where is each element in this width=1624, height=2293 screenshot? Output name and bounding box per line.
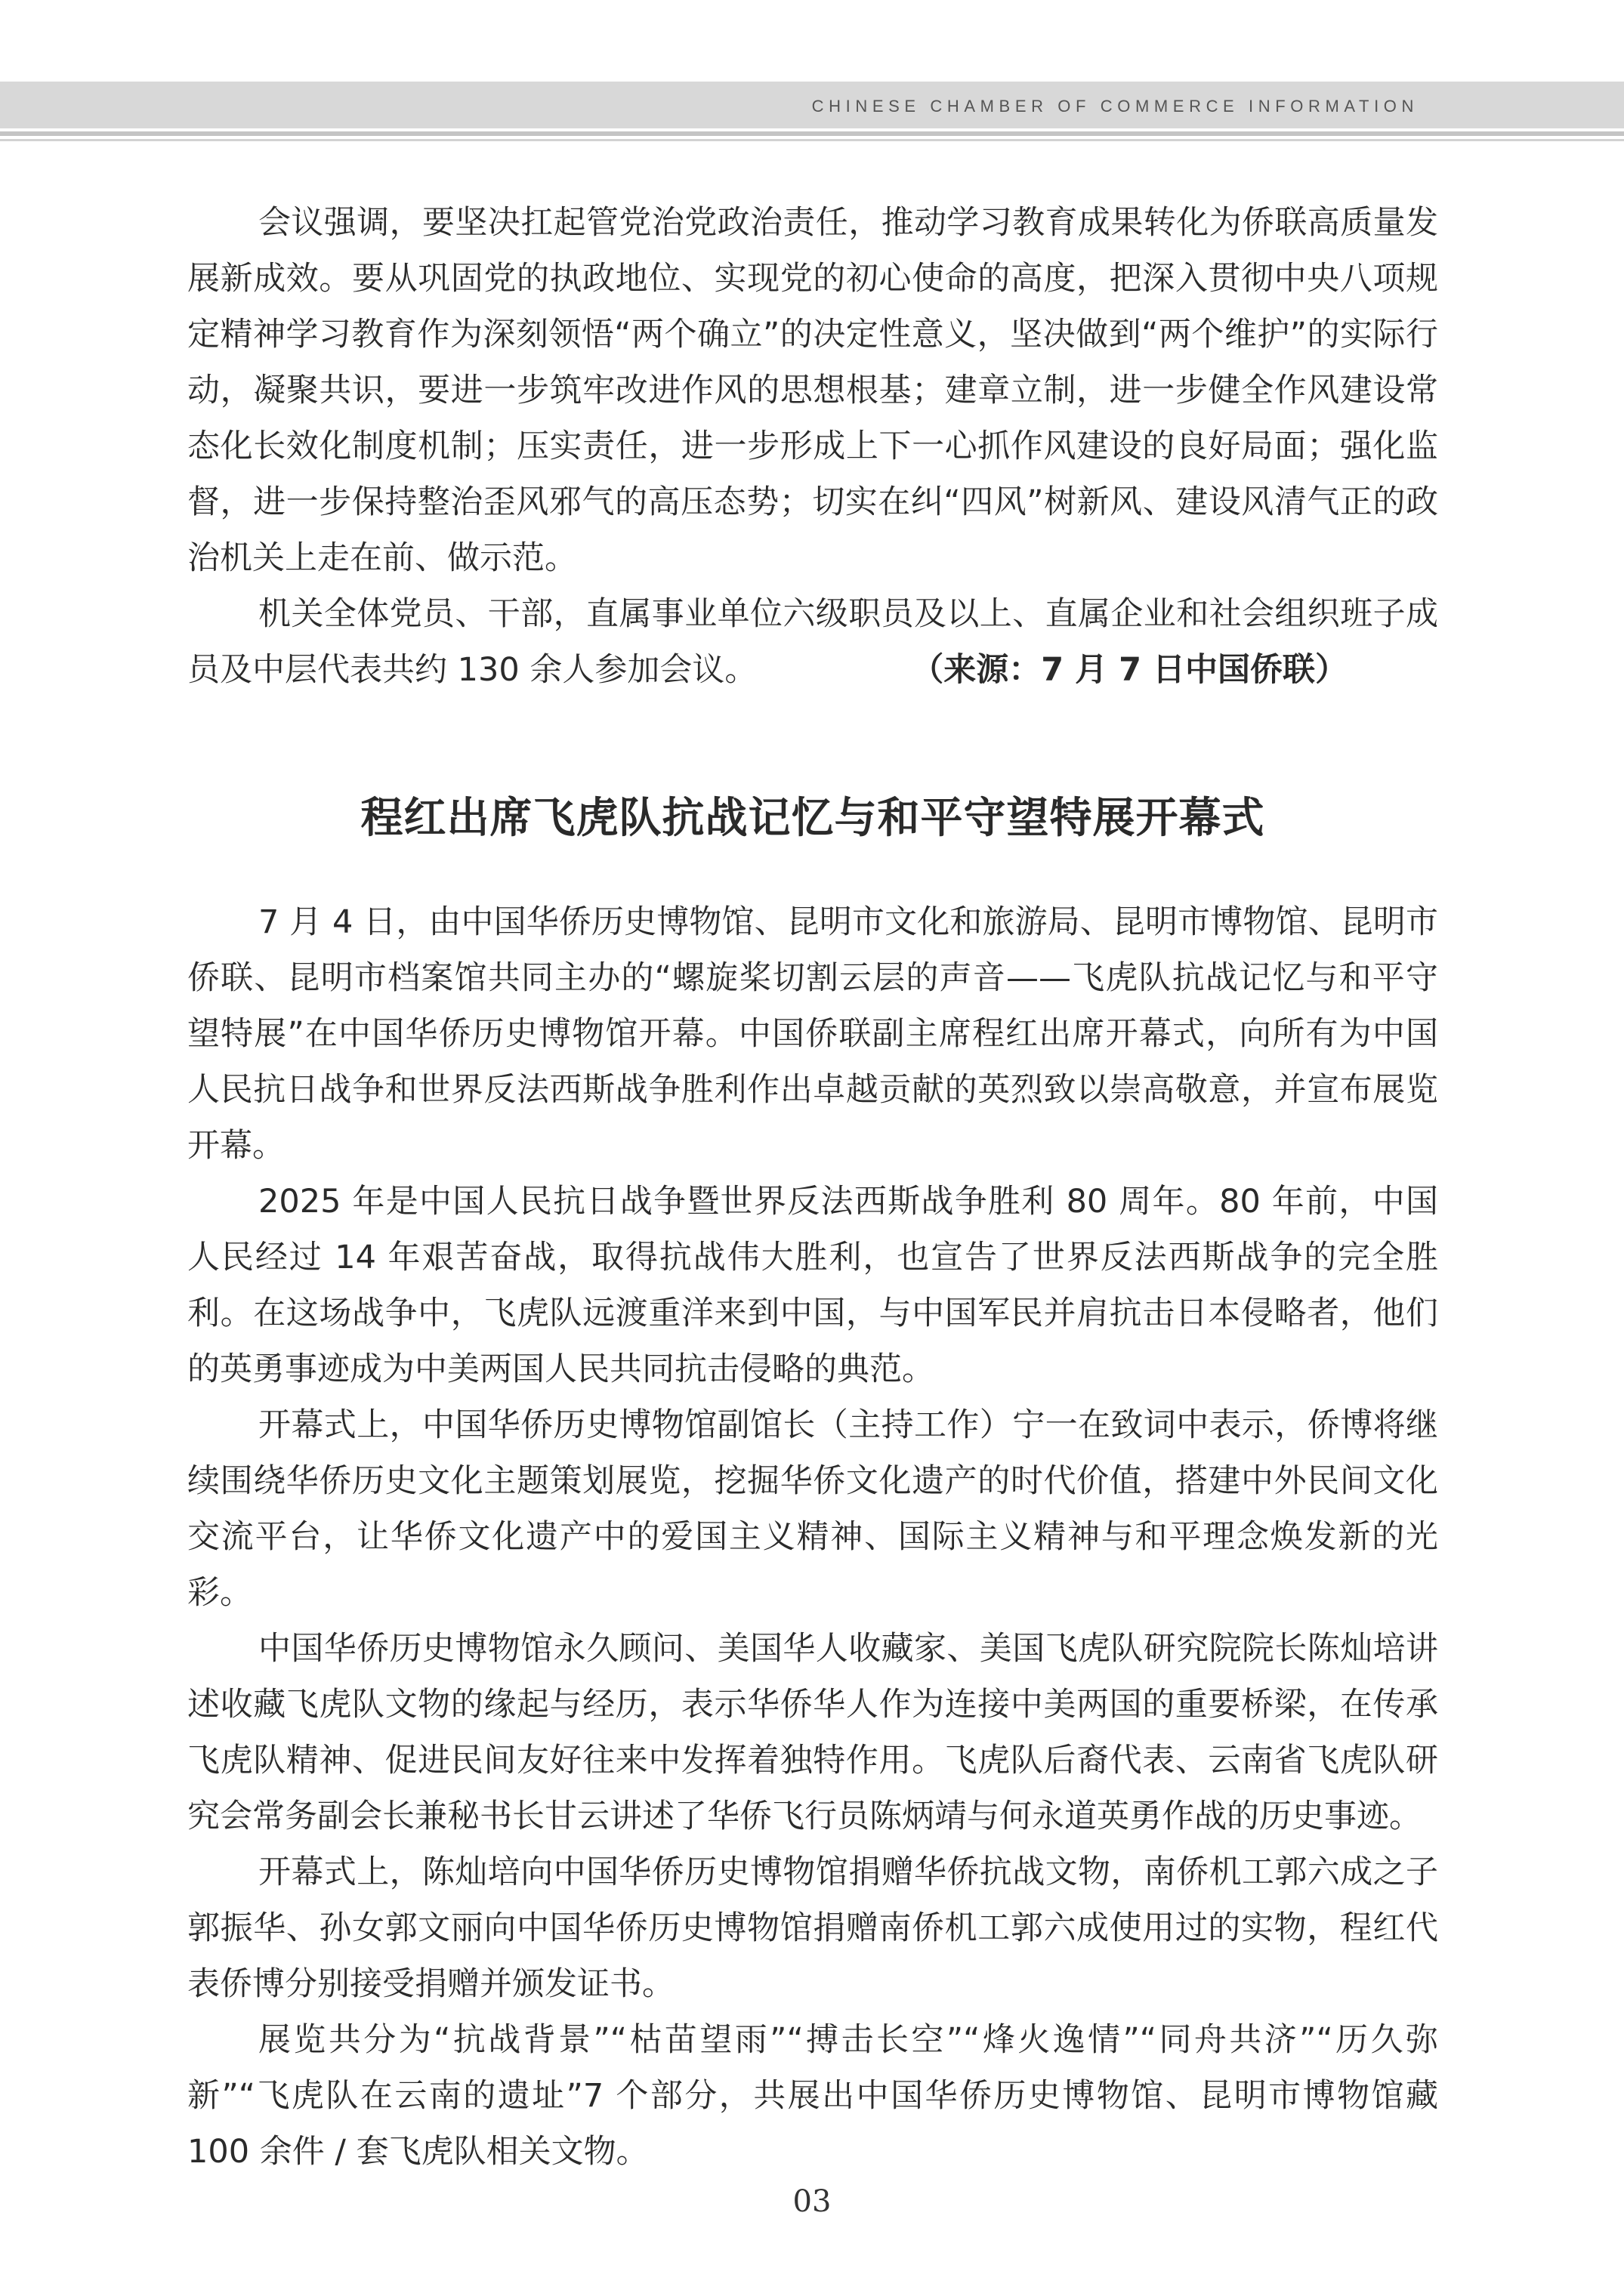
article2-title: 程红出席飞虎队抗战记忆与和平守望特展开幕式: [360, 794, 1265, 843]
running-header: CHINESE CHAMBER OF COMMERCE INFORMATION: [811, 97, 1419, 116]
article1-paragraph-2-text: 机关全体党员、干部，直属事业单位六级职员及以上、直属企业和社会组织班子成员及中层代表共约 130 余人参加会议。: [187, 595, 1438, 689]
page-number: 03: [792, 2184, 832, 2219]
article2-paragraph-2: 2025 年是中国人民抗日战争暨世界反法西斯战争胜利 80 周年。80 年前，中国人民经过 14 年艰苦奋战，取得抗战伟大胜利，也宣告了世界反法西斯战争的完全胜利。在这场战争中，飞虎队远渡重洋来到中国，与中国军民并肩抗击日本侵略者，他们的英勇事迹成为中美两国人民共同抗击侵略的典范。: [187, 1183, 1438, 1388]
article2-paragraph-6: 展览共分为“抗战背景”“枯苗望雨”“搏击长空”“烽火逸情”“同舟共济”“历久弥新”“飞虎队在云南的遗址”7 个部分，共展出中国华侨历史博物馆、昆明市博物馆藏 100 余件 / 套飞虎队相关文物。: [187, 2021, 1438, 2171]
article2-paragraph-3: 开幕式上，中国华侨历史博物馆副馆长（主持工作）宁一在致词中表示，侨博将继续围绕华侨历史文化主题策划展览，挖掘华侨文化遗产的时代价值，搭建中外民间文化交流平台，让华侨文化遗产中的爱国主义精神、国际主义精神与和平理念焕发新的光彩。: [187, 1406, 1438, 1612]
source-attribution: （来源：7 月 7 日中国侨联）: [911, 651, 1348, 689]
article1-paragraph-2: [187, 586, 1438, 698]
header-divider: [0, 131, 1624, 136]
article2-paragraph-5: 开幕式上，陈灿培向中国华侨历史博物馆捐赠华侨抗战文物，南侨机工郭六成之子郭振华、孙女郭文丽向中国华侨历史博物馆捐赠南侨机工郭六成使用过的实物，程红代表侨博分别接受捐赠并颁发证书。: [187, 1853, 1438, 2003]
article1-paragraph-1: 会议强调，要坚决扛起管党治党政治责任，推动学习教育成果转化为侨联高质量发展新成效。要从巩固党的执政地位、实现党的初心使命的高度，把深入贯彻中央八项规定精神学习教育作为深刻领悟“两个确立”的决定性意义，坚决做到“两个维护”的实际行动，凝聚共识，要进一步筑牢改进作风的思想根基；建章立制，进一步健全作风建设常态化长效化制度机制；压实责任，进一步形成上下一心抓作风建设的良好局面；强化监督，进一步保持整治歪风邪气的高压态势；切实在纠“四风”树新风、建设风清气正的政治机关上走在前、做示范。: [187, 204, 1438, 577]
article2-paragraph-4: 中国华侨历史博物馆永久顾问、美国华人收藏家、美国飞虎队研究院院长陈灿培讲述收藏飞虎队文物的缘起与经历，表示华侨华人作为连接中美两国的重要桥梁，在传承飞虎队精神、促进民间友好往来中发挥着独特作用。飞虎队后裔代表、云南省飞虎队研究会常务副会长兼秘书长甘云讲述了华侨飞行员陈炳靖与何永道英勇作战的历史事迹。: [187, 1630, 1438, 1835]
header-divider-thin: [0, 139, 1624, 141]
article2-paragraph-1: 7 月 4 日，由中国华侨历史博物馆、昆明市文化和旅游局、昆明市博物馆、昆明市侨联、昆明市档案馆共同主办的“螺旋桨切割云层的声音——飞虎队抗战记忆与和平守望特展”在中国华侨历史博物馆开幕。中国侨联副主席程红出席开幕式，向所有为中国人民抗日战争和世界反法西斯战争胜利作出卓越贡献的英烈致以崇高敬意，并宣布展览开幕。: [187, 903, 1438, 1165]
page-content: [187, 195, 1438, 2180]
